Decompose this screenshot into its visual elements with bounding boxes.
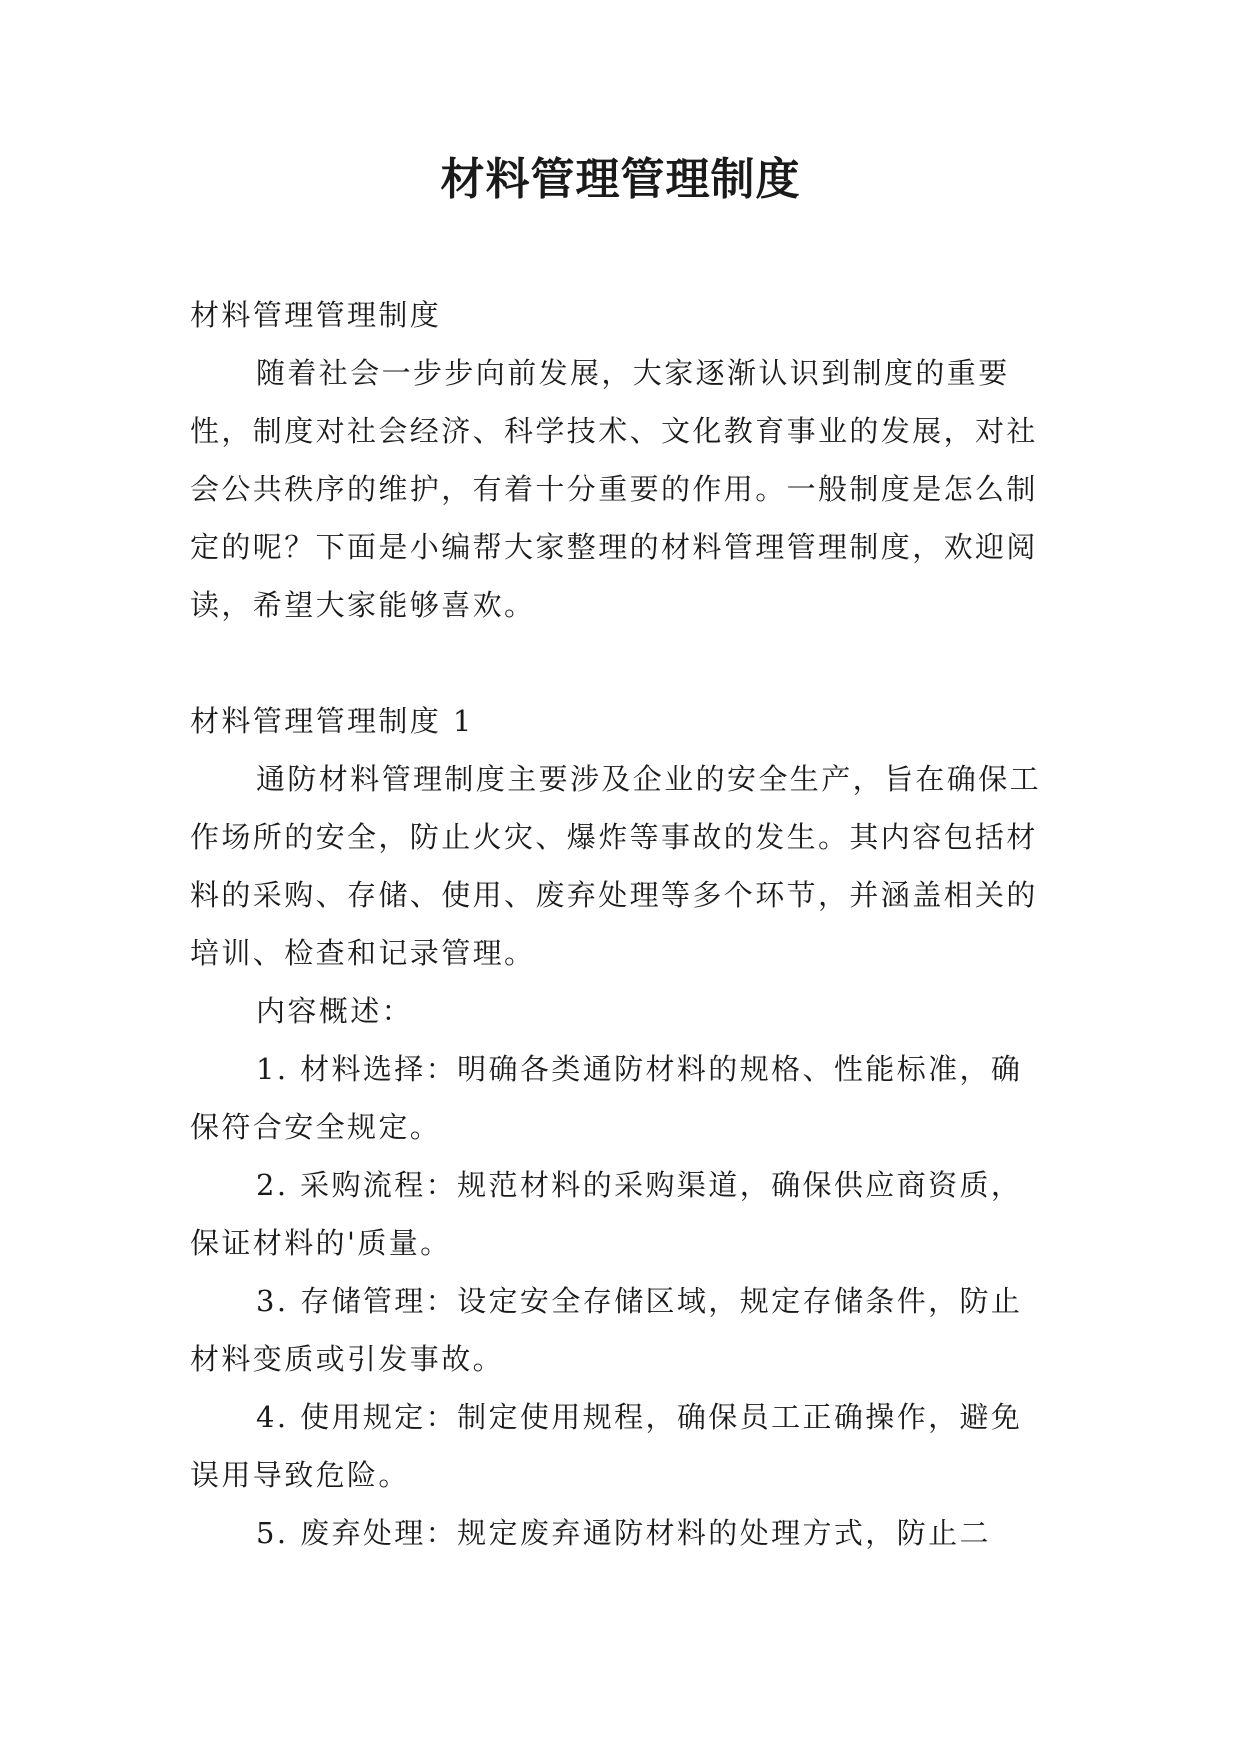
overview-label: 内容概述：: [256, 994, 414, 1028]
list-item: 3. 存储管理：设定安全存储区域，规定存储条件，防止材料变质或引发事故。: [190, 1284, 1023, 1376]
section-paragraph: 通防材料管理制度主要涉及企业的安全生产，旨在确保工作场所的安全，防止火灾、爆炸等事故的发生。其内容包括材料的采购、存储、使用、废弃处理等多个环节，并涵盖相关的培训、检查和记录管理。: [190, 762, 1042, 970]
document-title: 材料管理管理制度: [440, 154, 801, 205]
subtitle: 材料管理管理制度: [190, 298, 442, 332]
section-heading: 材料管理管理制度 1: [190, 704, 474, 738]
document-body: [190, 286, 1050, 1562]
list-item: 4. 使用规定：制定使用规程，确保员工正确操作，避免误用导致危险。: [190, 1400, 1023, 1492]
list-item: 2. 采购流程：规范材料的采购渠道，确保供应商资质，保证材料的'质量。: [190, 1168, 1023, 1260]
intro-paragraph: 随着社会一步步向前发展，大家逐渐认识到制度的重要性，制度对社会经济、科学技术、文化教育事业的发展，对社会公共秩序的维护，有着十分重要的作用。一般制度是怎么制定的呢？下面是小编帮大家整理的材料管理管理制度，欢迎阅读，希望大家能够喜欢。: [190, 356, 1038, 622]
list-item: 5. 废弃处理：规定废弃通防材料的处理方式，防止二: [256, 1516, 991, 1550]
list-item: 1. 材料选择：明确各类通防材料的规格、性能标准，确保符合安全规定。: [190, 1052, 1023, 1144]
